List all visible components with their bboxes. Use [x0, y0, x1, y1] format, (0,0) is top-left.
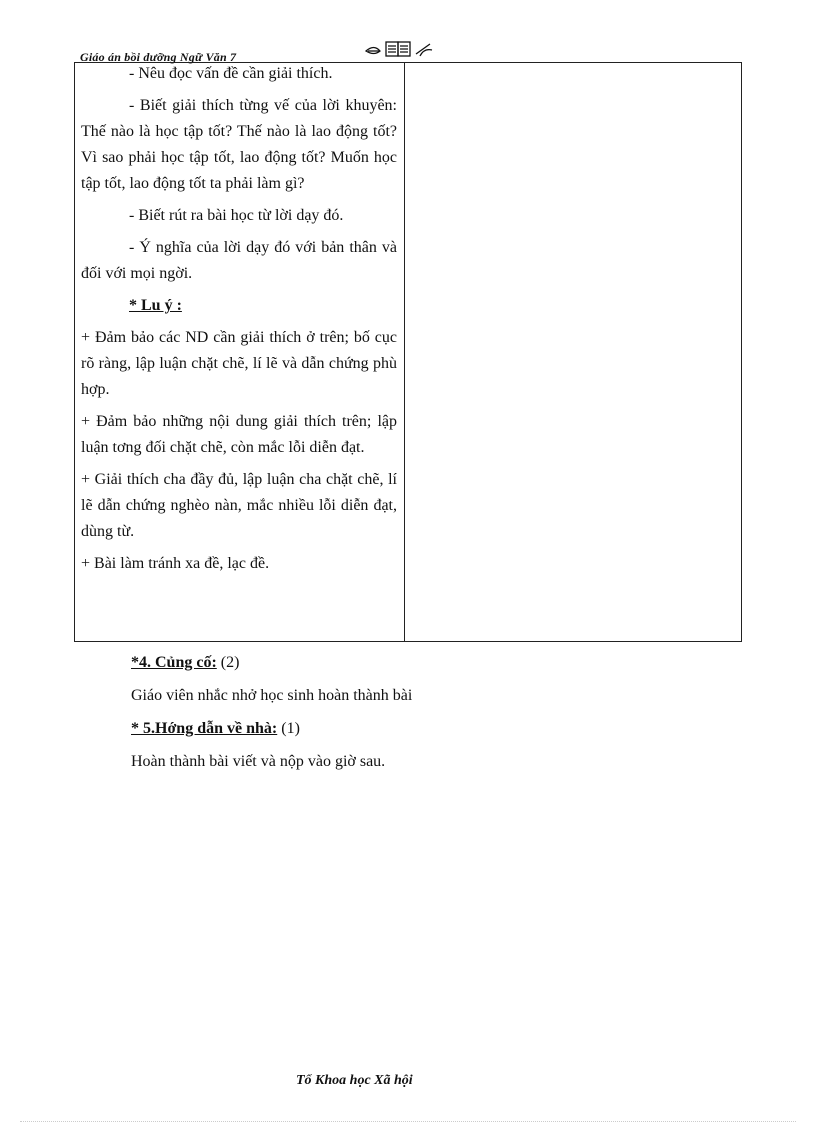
lesson-table: [74, 62, 742, 642]
requirement-explain: - Biết giải thích từng vế của lời khuyên: Thế nào là học tập tốt? Thế nào là lao động tốt? Vì sao phải học tập tốt, lao động tốt? Muốn học tập tốt, lao động tốt ta phải làm gì?: [81, 97, 397, 192]
page-bottom-edge: [20, 1121, 796, 1122]
consolidation-line: [131, 650, 731, 676]
consolidation-time: (2): [220, 654, 240, 671]
grading-level-4: + Bài làm tránh xa đề, lạc đề.: [81, 555, 270, 572]
requirement-lesson: - Biết rút ra bài học từ lời dạy đó.: [129, 207, 344, 224]
homework-time: (1): [281, 720, 300, 737]
column-divider: [404, 63, 405, 641]
grading-level-1: + Đảm bảo các ND cần giải thích ở trên; bố cục rõ ràng, lập luận chặt chẽ, lí lẽ và dẫn chứng phù hợp.: [81, 329, 397, 398]
consolidation-text: Giáo viên nhắc nhở học sinh hoàn thành bài: [131, 687, 413, 704]
grading-level-2: + Đảm bảo những nội dung giải thích trên; lập luận tơng đối chặt chẽ, còn mắc lỗi diễn đạt.: [81, 413, 397, 456]
lesson-closing: [131, 650, 731, 782]
requirement-meaning: - Ý nghĩa của lời dạy đó với bản thân và đối với mọi ngời.: [81, 239, 397, 282]
page-header-title: Giáo án bồi dưỡng Ngữ Văn 7: [80, 50, 237, 64]
grading-level-3: + Giải thích cha đầy đủ, lập luận cha chặt chẽ, lí lẽ dẫn chứng nghèo nàn, mắc nhiều lỗi diễn đạt, dùng từ.: [81, 471, 397, 540]
page-footer-title: Tổ Khoa học Xã hội: [296, 1073, 413, 1088]
note-heading: * Lu ý :: [129, 297, 182, 314]
consolidation-heading: *4. Củng cố:: [131, 654, 217, 671]
homework-heading: * 5.Hớng dẫn về nhà:: [131, 720, 278, 737]
requirement-identify: - Nêu đọc vấn đề cần giải thích.: [129, 65, 333, 82]
book-ornament-icon: [364, 38, 434, 60]
left-column: [81, 63, 397, 577]
homework-text: Hoàn thành bài viết và nộp vào giờ sau.: [131, 753, 386, 770]
homework-line: [131, 716, 731, 742]
